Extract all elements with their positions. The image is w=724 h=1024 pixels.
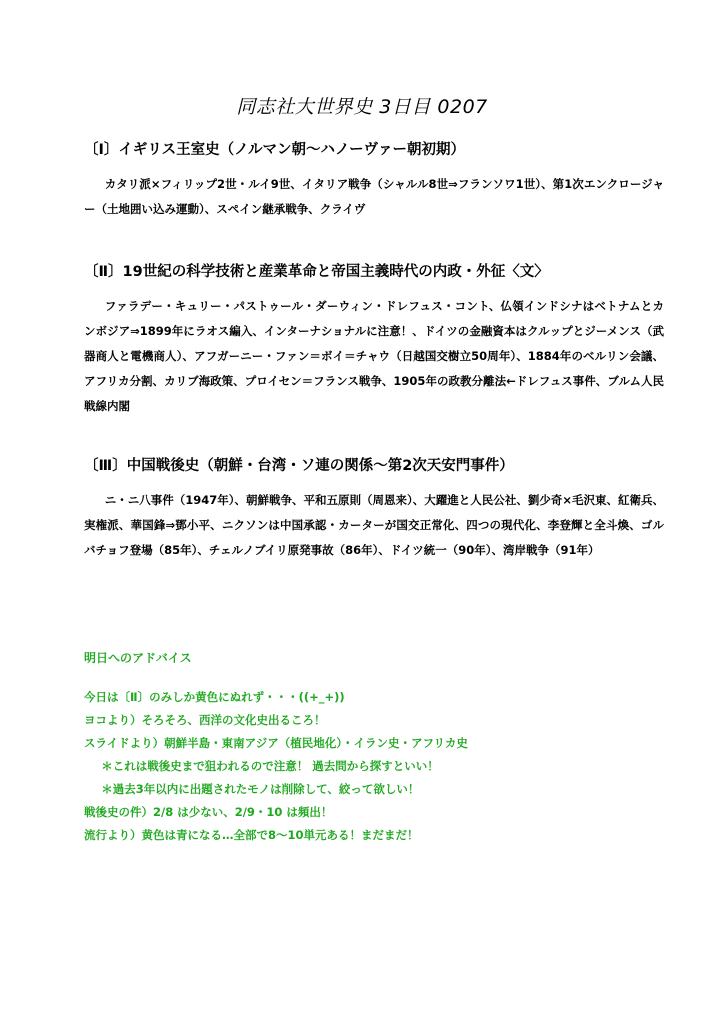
section-body: ファラデー・キュリー・パストゥール・ダーウィン・ドレフュス・コント、仏領インドシナはベトナムとカンボジア⇒1899年にラオス編入、インターナショナルに注意！、ドイツの金融資本はクルップとジーメンス（武器商人と電機商人）、アフガーニー・ファン＝ボイ＝チャウ（日越国交樹立50周年）、1884年のベルリン会議、アフリカ分割、カリブ海政策、プロイセン＝フランス戦争、1905年の政教分離法←ドレフュス事件、ブルム人民戦線内閣: [84, 299, 664, 413]
section-body: カタリ派×フィリップ2世・ルイ9世、イタリア戦争（シャルル8世⇒フランソワ1世）、第1次エンクロージャー（土地囲い込み運動）、スペイン継承戦争、クライヴ: [84, 177, 664, 216]
section-3: [84, 456, 664, 563]
section-heading: 〔Ⅱ〕19世紀の科学技術と産業革命と帝国主義時代の内政・外征〈文〉: [84, 264, 549, 280]
section-body: ニ・ニ八事件（1947年）、朝鮮戦争、平和五原則（周恩来）、大躍進と人民公社、劉少奇×毛沢東、紅衛兵、実権派、華国鋒⇒鄧小平、ニクソンは中国承認・カーターが国交正常化、四つの現代化、李登輝と全斗煥、ゴルバチョフ登場（85年）、チェルノブイリ原発事故（86年）、ドイツ統一（90年）、湾岸戦争（91年）: [84, 493, 664, 557]
advice-line: 今日は〔Ⅱ〕のみしか黄色にぬれず・・・((+_+)): [84, 690, 345, 704]
advice-line: スライドより）朝鮮半島・東南アジア（植民地化）・イラン史・アフリカ史: [84, 736, 468, 750]
section-1: [84, 140, 664, 222]
advice-note: ＊過去3年以内に出題されたモノは削除して、絞って欲しい！: [101, 782, 420, 796]
section-heading: 〔Ⅰ〕イギリス王室史（ノルマン朝〜ハノーヴァー朝初期）: [84, 142, 465, 158]
advice-block: [84, 650, 684, 847]
section-2: [84, 262, 664, 419]
advice-line: ヨコより）そろそろ、西洋の文化史出るころ！: [84, 713, 326, 727]
document-title: 同志社大世界史 3日目 0207: [236, 96, 488, 118]
advice-title: 明日へのアドバイス: [84, 651, 192, 665]
advice-note: ＊これは戦後史まで狙われるので注意！ 過去問から探すといい！: [101, 759, 439, 773]
section-heading: 〔Ⅲ〕中国戦後史（朝鮮・台湾・ソ連の関係〜第2次天安門事件）: [84, 458, 514, 474]
advice-line: 戦後史の件）2/8 は少ない、2/9・10 は頻出！: [84, 805, 333, 819]
advice-list: [84, 686, 684, 847]
advice-line: 流行より）黄色は青になる…全部で8〜10単元ある！まだまだ！: [84, 828, 419, 842]
